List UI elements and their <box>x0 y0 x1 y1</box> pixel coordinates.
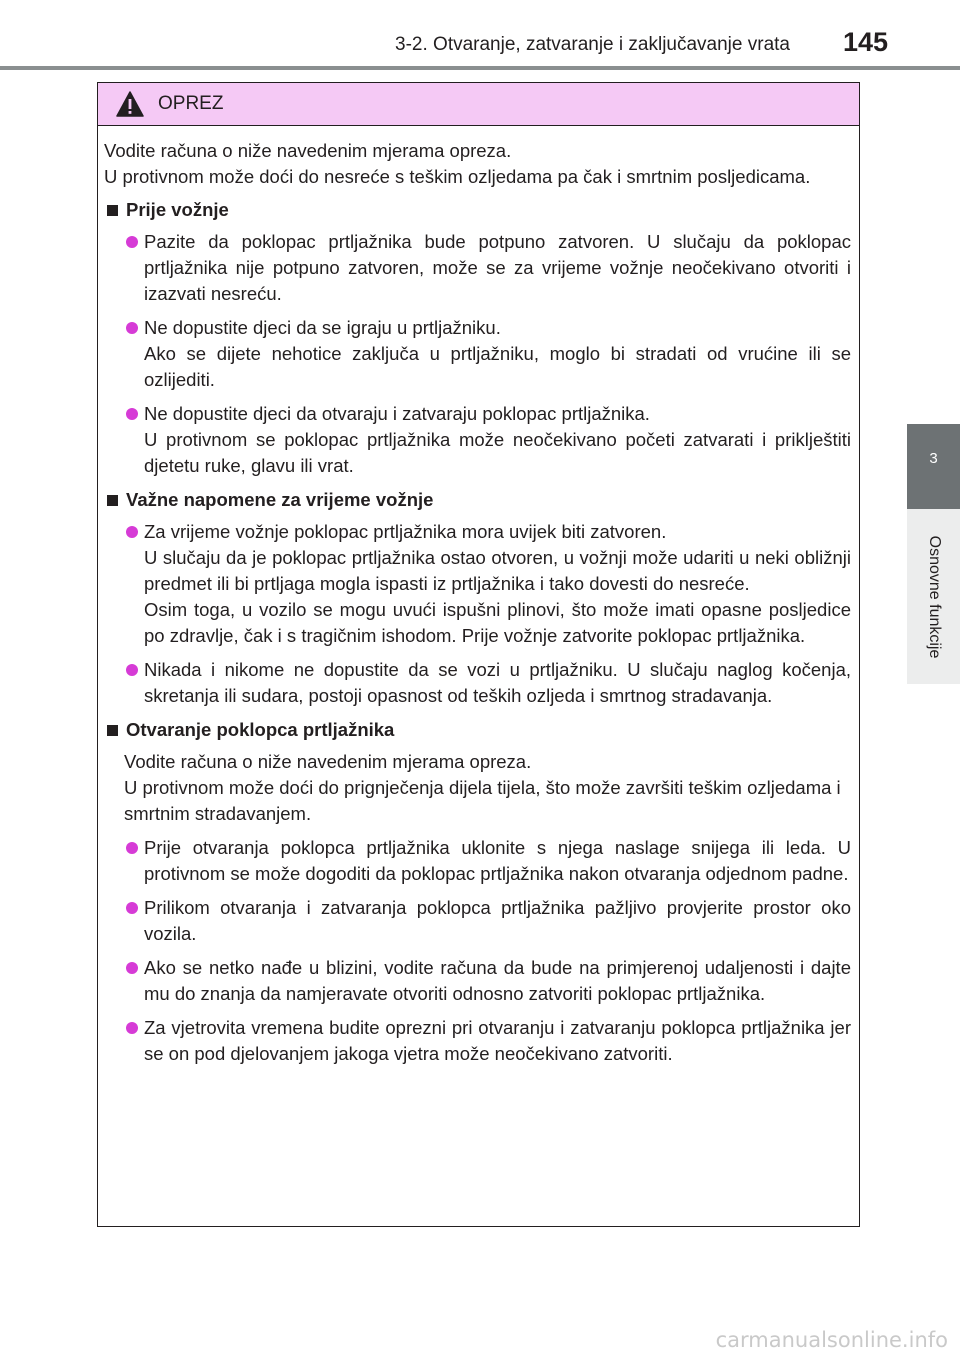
round-bullet-icon <box>126 962 138 974</box>
page-header <box>0 0 960 70</box>
page-number: 145 <box>842 27 888 57</box>
square-bullet-icon <box>107 495 118 506</box>
list-item-text: U protivnom se poklopac prtljažnika može neočekivano početi zatvarati i priklještiti djetetu ruke, glavu ili vrat. <box>144 429 851 476</box>
section-heading-vazne-napomene <box>104 487 851 513</box>
intro-line: U protivnom može doći do nesreće s teškim ozljedama pa čak i smrtnim posljedicama. <box>104 166 811 187</box>
list-item-text: Ako se dijete nehotice zaključa u prtljažniku, moglo bi stradati od vrućine ili se ozlijediti. <box>144 343 851 390</box>
list-item-text: Pazite da poklopac prtljažnika bude potpuno zatvoren. U slučaju da poklopac prtljažnika nije potpuno zatvoren, može se za vrijeme vožnje neočekivano otvoriti i izazvati nesreću. <box>144 231 851 304</box>
section-heading-text: Prije vožnje <box>126 199 229 220</box>
round-bullet-icon <box>126 322 138 334</box>
list-item-text: Nikada i nikome ne dopustite da se vozi u prtljažniku. U slučaju naglog kočenja, skretanja ili sudara, postoji opasnost od teških ozljeda i smrtnog stradavanja. <box>144 659 851 706</box>
list-item-text: Za vrijeme vožnje poklopac prtljažnika mora uvijek biti zatvoren. <box>144 521 667 542</box>
list-item-text: Osim toga, u vozilo se mogu uvući ispušni plinovi, što može imati opasne posljedice po zdravlje, čak i s tragičnim ishodom. Prije vožnje zatvorite poklopac prtljažnika. <box>144 599 851 646</box>
list-item-text: Ako se netko nađe u blizini, vodite računa da bude na primjerenoj udaljenosti i dajte mu do znanja da namjeravate otvoriti odnosno zatvoriti poklopac prtljažnika. <box>144 957 851 1004</box>
list-item <box>104 955 851 1007</box>
square-bullet-icon <box>107 725 118 736</box>
caution-content <box>98 126 859 1067</box>
caution-title: OPREZ <box>158 93 224 114</box>
list-item-text: Za vjetrovita vremena budite oprezni pri otvaranju i zatvaranju poklopca prtljažnika jer se on pod djelovanjem jakoga vjetra može neočekivano zatvoriti. <box>144 1017 851 1064</box>
intro-line: Vodite računa o niže navedenim mjerama opreza. <box>104 140 512 161</box>
list-item-text: Ne dopustite djeci da otvaraju i zatvaraju poklopac prtljažnika. <box>144 403 650 424</box>
list-item <box>104 315 851 393</box>
round-bullet-icon <box>126 842 138 854</box>
list-item <box>104 519 851 649</box>
chapter-label-strip <box>907 509 960 684</box>
round-bullet-icon <box>126 902 138 914</box>
section-title: 3-2. Otvaranje, zatvaranje i zaključavanje vrata <box>395 34 790 55</box>
square-bullet-icon <box>107 205 118 216</box>
list-item <box>104 657 851 709</box>
section-heading-text: Važne napomene za vrijeme vožnje <box>126 489 434 510</box>
header-rule <box>0 66 960 70</box>
section-heading-text: Otvaranje poklopca prtljažnika <box>126 719 395 740</box>
section-note-line: Vodite računa o niže navedenim mjerama opreza. <box>124 751 532 772</box>
section-note-line: U protivnom može doći do prignječenja dijela tijela, što može završiti teškim ozljedama i smrtnim stradavanjem. <box>124 777 841 824</box>
list-item <box>104 835 851 887</box>
warning-triangle-icon <box>116 91 144 117</box>
caution-header <box>98 83 859 126</box>
list-item-text: Ne dopustite djeci da se igraju u prtljažniku. <box>144 317 501 338</box>
round-bullet-icon <box>126 236 138 248</box>
list-item <box>104 1015 851 1067</box>
round-bullet-icon <box>126 1022 138 1034</box>
section-heading-otvaranje-poklopca <box>104 717 851 743</box>
list-item-text: U slučaju da je poklopac prtljažnika ostao otvoren, u vožnji može udariti u neki obližnji predmet ili bi prtljaga mogla ispasti iz prtljažnika i tako dovesti do nesreće. <box>144 547 851 594</box>
list-item <box>104 401 851 479</box>
list-item <box>104 895 851 947</box>
round-bullet-icon <box>126 408 138 420</box>
list-item-text: Prilikom otvaranja i zatvaranja poklopca prtljažnika pažljivo provjerite prostor oko vozila. <box>144 897 851 944</box>
caution-intro <box>104 138 851 190</box>
chapter-tab: 3 <box>907 424 960 509</box>
watermark: carmanualsonline.info <box>715 1328 948 1352</box>
caution-box <box>97 82 860 1227</box>
list-item <box>104 229 851 307</box>
list-item-text: Prije otvaranja poklopca prtljažnika uklonite s njega naslage snijega ili leda. U protivnom se može dogoditi da poklopac prtljažnika nakon otvaranja odjednom padne. <box>144 837 851 884</box>
section-heading-prije-voznje <box>104 197 851 223</box>
chapter-label: Osnovne funkcije <box>925 535 943 658</box>
round-bullet-icon <box>126 526 138 538</box>
round-bullet-icon <box>126 664 138 676</box>
section-note <box>104 749 851 827</box>
